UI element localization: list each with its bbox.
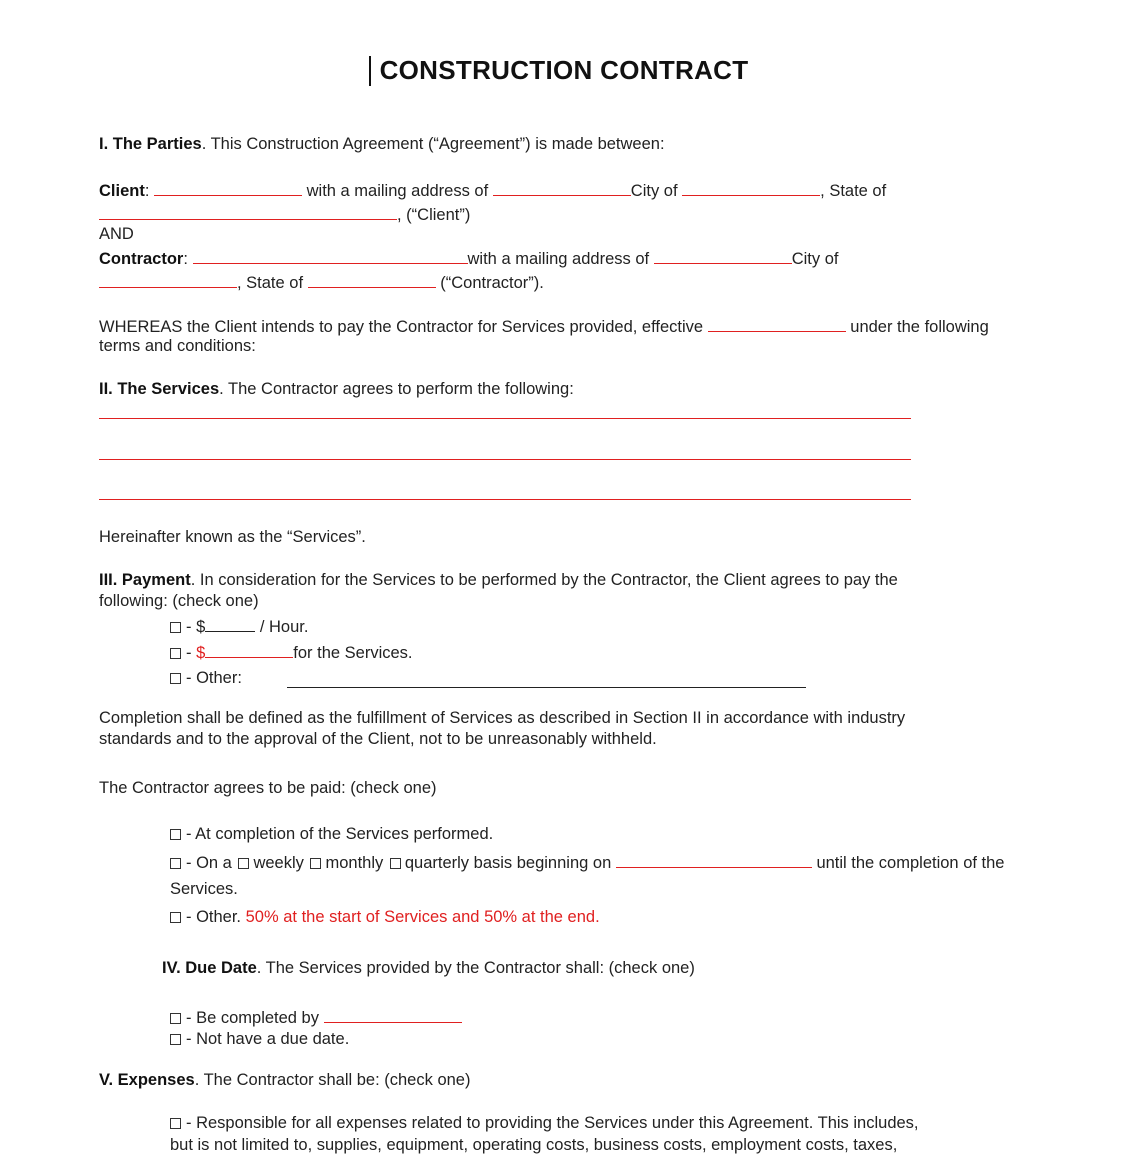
paid-intro: The Contractor agrees to be paid: (check one) xyxy=(99,779,437,797)
expenses-responsible-checkbox[interactable] xyxy=(170,1118,181,1129)
paid-periodic-checkbox[interactable] xyxy=(170,858,181,869)
services-field-2[interactable] xyxy=(99,459,911,460)
payment-intro: III. Payment. In consideration for the Services to be performed by the Contractor, the Client agrees to pay the xyxy=(99,571,898,589)
document-title: CONSTRUCTION CONTRACT xyxy=(379,55,749,85)
payment-intro-2: following: (check one) xyxy=(99,592,259,610)
parties-intro: I. The Parties. This Construction Agreement (“Agreement”) is made between: xyxy=(99,135,665,153)
parties-heading: I. The Parties xyxy=(99,135,202,153)
paid-option-periodic: - On a weekly monthly quarterly basis beginning on until the completion of the xyxy=(170,851,1004,873)
and-text: AND xyxy=(99,225,134,243)
expenses-option-responsible: - Responsible for all expenses related to providing the Services under this Agreement. This includes, xyxy=(170,1113,919,1133)
contractor-label: Contractor xyxy=(99,250,184,268)
contractor-address-field[interactable] xyxy=(654,247,792,264)
completion-line-2: standards and to the approval of the Client, not to be unreasonably withheld. xyxy=(99,730,657,748)
weekly-checkbox[interactable] xyxy=(238,858,249,869)
paid-option-periodic-2: Services. xyxy=(170,880,238,898)
paid-other-value[interactable]: 50% at the start of Services and 50% at the end. xyxy=(245,908,600,926)
services-heading: II. The Services xyxy=(99,380,220,398)
contractor-state-field[interactable] xyxy=(308,271,436,288)
client-line: Client: with a mailing address of City of , State of xyxy=(99,179,886,201)
no-due-date-checkbox[interactable] xyxy=(170,1034,181,1045)
completed-by-date-field[interactable] xyxy=(324,1006,462,1023)
paid-other-checkbox[interactable] xyxy=(170,912,181,923)
hourly-rate-field[interactable] xyxy=(205,615,255,632)
other-payment-field[interactable] xyxy=(287,687,806,688)
services-field-1[interactable] xyxy=(99,418,911,419)
periodic-start-date-field[interactable] xyxy=(616,851,812,868)
services-hereinafter: Hereinafter known as the “Services”. xyxy=(99,528,366,546)
expenses-option-responsible-2: but is not limited to, supplies, equipment, operating costs, business costs, employment costs, taxes, xyxy=(170,1136,898,1154)
quarterly-checkbox[interactable] xyxy=(390,858,401,869)
flat-fee-checkbox[interactable] xyxy=(170,648,181,659)
due-date-option-none: - Not have a due date. xyxy=(170,1029,349,1049)
client-address-field[interactable] xyxy=(493,179,631,196)
services-field-3[interactable] xyxy=(99,499,911,500)
payment-option-hour: - $ / Hour. xyxy=(170,615,308,637)
completion-line-1: Completion shall be defined as the fulfillment of Services as described in Section II in accordance with industry xyxy=(99,709,906,727)
text-cursor xyxy=(369,56,371,86)
payment-option-flat: - $ for the Services. xyxy=(170,641,413,663)
services-intro: II. The Services. The Contractor agrees to perform the following: xyxy=(99,380,574,398)
other-payment-checkbox[interactable] xyxy=(170,673,181,684)
paid-option-completion: - At completion of the Services performed. xyxy=(170,824,493,844)
expenses-intro: V. Expenses. The Contractor shall be: (check one) xyxy=(99,1071,471,1089)
paid-option-other: - Other. 50% at the start of Services and 50% at the end. xyxy=(170,907,600,927)
monthly-checkbox[interactable] xyxy=(310,858,321,869)
due-date-heading: IV. Due Date xyxy=(162,959,257,977)
completed-by-checkbox[interactable] xyxy=(170,1013,181,1024)
due-date-option-completed: - Be completed by xyxy=(170,1006,462,1028)
contractor-name-field[interactable] xyxy=(193,247,468,264)
effective-date-field[interactable] xyxy=(708,315,846,332)
paid-completion-checkbox[interactable] xyxy=(170,829,181,840)
payment-option-other: - Other: xyxy=(170,668,242,688)
whereas-line-2: terms and conditions: xyxy=(99,337,256,355)
contractor-line: Contractor: with a mailing address of City of xyxy=(99,247,838,269)
due-date-intro: IV. Due Date. The Services provided by the Contractor shall: (check one) xyxy=(162,959,695,977)
whereas-line: WHEREAS the Client intends to pay the Contractor for Services provided, effective under the following xyxy=(99,315,989,337)
client-state-field[interactable] xyxy=(99,203,397,220)
client-name-field[interactable] xyxy=(154,179,302,196)
client-label: Client xyxy=(99,182,145,200)
contractor-city-field[interactable] xyxy=(99,271,237,288)
flat-fee-field[interactable] xyxy=(205,641,293,658)
contractor-state-line: , State of (“Contractor”). xyxy=(99,271,544,293)
client-city-field[interactable] xyxy=(682,179,820,196)
payment-heading: III. Payment xyxy=(99,571,191,589)
expenses-heading: V. Expenses xyxy=(99,1071,195,1089)
client-state-line: , (“Client”) xyxy=(99,203,470,225)
hourly-checkbox[interactable] xyxy=(170,622,181,633)
